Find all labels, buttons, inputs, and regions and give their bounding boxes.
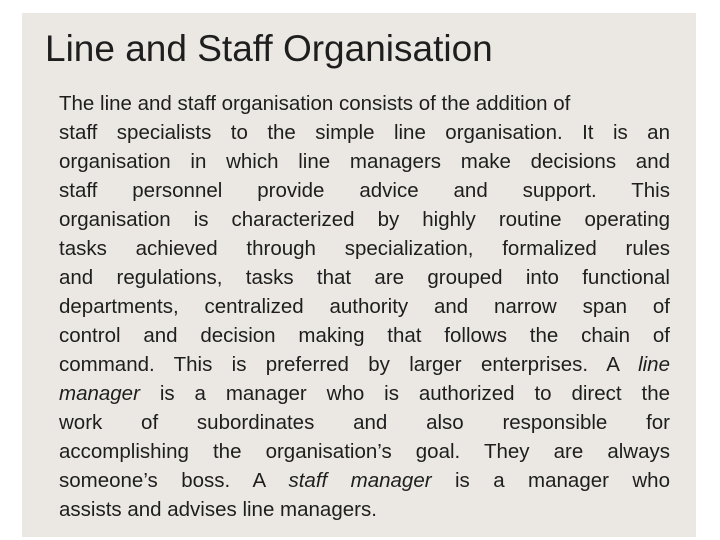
paragraph-text: is a manager who xyxy=(454,469,670,492)
term-line-manager-part2: manager xyxy=(59,382,140,405)
paragraph-line: The line and staff organisation consists of the addition of xyxy=(59,92,571,115)
paragraph-line xyxy=(59,350,670,379)
paragraph-line: organisation is characterized by highly routine operating xyxy=(59,208,670,231)
paragraph-line: staff personnel provide advice and support. This xyxy=(59,179,670,202)
content-panel xyxy=(22,13,696,537)
paragraph-line: staff specialists to the simple line organisation. It is an xyxy=(59,121,670,144)
paragraph-text: someone’s boss. A xyxy=(59,469,266,492)
paragraph-line: and regulations, tasks that are grouped into functional xyxy=(59,266,670,289)
paragraph-line: accomplishing the organisation’s goal. They are always xyxy=(59,440,670,463)
paragraph-line: organisation in which line managers make decisions and xyxy=(59,150,670,173)
paragraph-text: command. This is preferred by larger enterprises. A xyxy=(59,353,619,376)
term-line-manager-part1: line xyxy=(638,353,670,376)
body-paragraph xyxy=(59,89,670,524)
paragraph-line: tasks achieved through specialization, formalized rules xyxy=(59,237,670,260)
paragraph-line: control and decision making that follows the chain of xyxy=(59,324,670,347)
paragraph-line: assists and advises line managers. xyxy=(59,498,377,521)
slide-title: Line and Staff Organisation xyxy=(45,28,493,69)
paragraph-line: departments, centralized authority and narrow span of xyxy=(59,295,670,318)
paragraph-line: work of subordinates and also responsible for xyxy=(59,411,670,434)
paragraph-line xyxy=(59,379,670,408)
paragraph-text: is a manager who is authorized to direct the xyxy=(159,382,670,405)
term-staff-manager: staff manager xyxy=(288,469,432,492)
paragraph-line xyxy=(59,466,670,495)
